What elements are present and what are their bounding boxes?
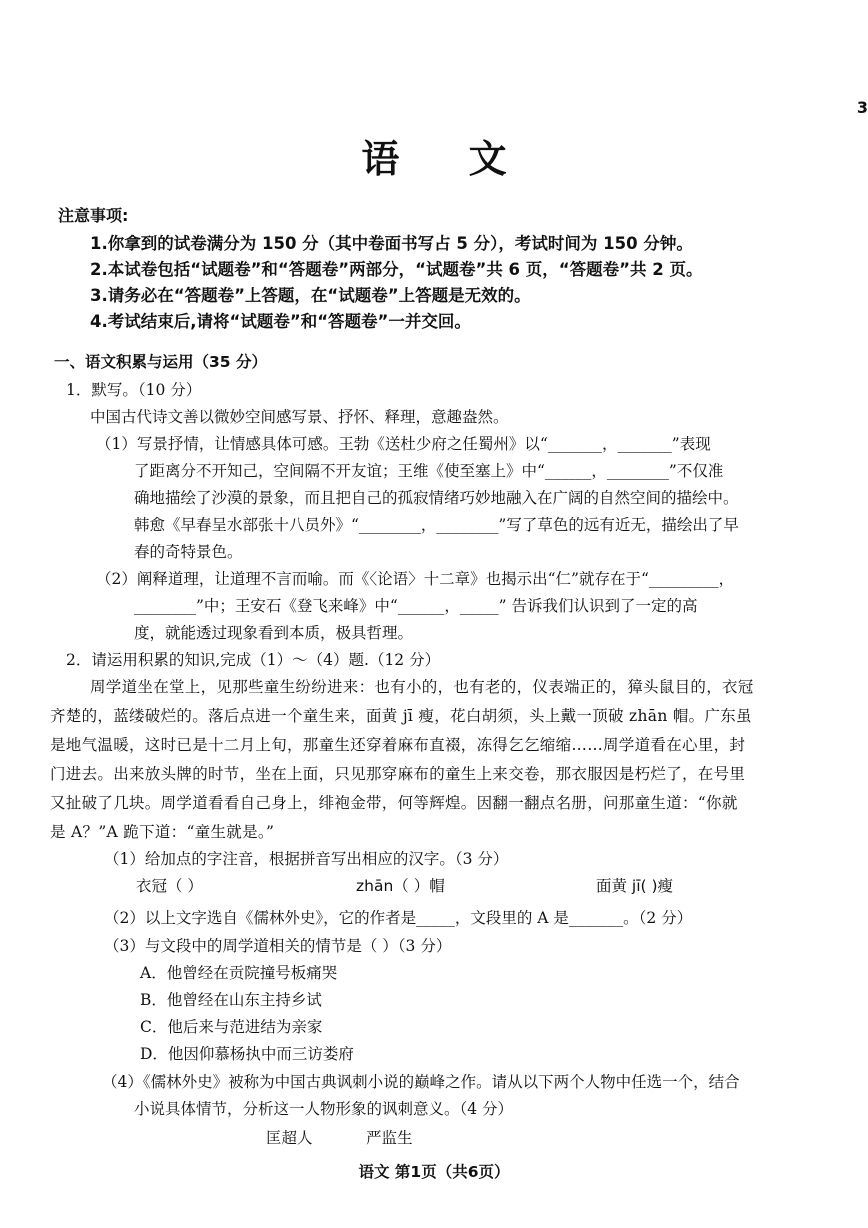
pinyin-item: 衣冠（ ） (136, 877, 203, 895)
character-option: 严监生 (366, 1129, 413, 1147)
question-1-part2-line: （2）阐释道理，让道理不言而喻。而《〈论语〉十二章》也揭示出“仁”就存在于“_________， (96, 570, 735, 588)
passage-line: 是地气温暖，这时已是十二月上旬，那童生还穿着麻布直裰，冻得乞乞缩缩……周学道看在心里，封 (50, 736, 746, 754)
passage-line: 又扯破了几块。周学道看看自己身上，绯袍金带，何等辉煌。因翻一翻点名册，问那童生道：“你就 (50, 794, 738, 812)
notice-item: 4.考试结束后,请将“试题卷”和“答题卷”一并交回。 (90, 312, 471, 331)
question-1-part1-line: 确地描绘了沙漠的景象，而且把自己的孤寂情绪巧妙地融入在广阔的自然空间的描绘中。 (134, 489, 739, 507)
pinyin-item: 面黄 jī( )瘦 (596, 877, 674, 895)
pinyin-item: zhān（ ）帽 (356, 877, 445, 895)
page-corner-number: 3 (856, 98, 868, 117)
page-title: 语 文 (361, 137, 535, 181)
notice-heading: 注意事项: (58, 206, 129, 225)
subquestion-2: （2）以上文字选自《儒林外史》，它的作者是_____，文段里的 A 是_______。（2 分） (104, 909, 693, 927)
choice-option: C．他后来与范进结为亲家 (140, 1018, 323, 1036)
passage-line: 齐楚的，蓝缕破烂的。落后点进一个童生来，面黄 jī 瘦，花白胡须，头上戴一顶破 zhān 帽。广东虽 (50, 707, 752, 725)
page-footer: 语文 第1页（共6页） (358, 1163, 510, 1181)
passage-line: 周学道坐在堂上，见那些童生纷纷进来：也有小的，也有老的，仪表端正的，獐头鼠目的，衣冠 (90, 678, 754, 696)
subquestion-3: （3）与文段中的周学道相关的情节是（ ）（3 分） (104, 937, 452, 955)
section-heading: 一、语文积累与运用（35 分） (54, 353, 267, 371)
question-1-part2-line: ________”中；王安石《登飞来峰》中“______，_____” 告诉我们认识到了一定的高 (134, 597, 698, 615)
question-1-part1-line: （1）写景抒情，让情感具体可感。王勃《送杜少府之任蜀州》以“_______，_______”表现 (96, 435, 711, 453)
subquestion-4-line: （4）《儒林外史》被称为中国古典讽刺小说的巅峰之作。请从以下两个人物中任选一个，结合 (102, 1073, 740, 1091)
character-option: 匡超人 (266, 1129, 313, 1147)
question-1-part1-line: 韩愈《早春呈水部张十八员外》“________，________”写了草色的远有近无，描绘出了早 (134, 516, 739, 534)
question-1-part1-line: 春的奇特景色。 (134, 543, 243, 561)
question-1-part1-line: 了距离分不开知己，空间隔不开友谊；王维《使至塞上》中“______，________”不仅准 (134, 462, 724, 480)
passage-line: 是 A？”A 跪下道：“童生就是。” (50, 823, 275, 841)
passage-line: 门进去。出来放头牌的时节，坐在上面，只见那穿麻布的童生上来交卷，那衣服因是朽烂了，在号里 (50, 765, 746, 783)
choice-option: D．他因仰慕杨执中而三访娄府 (140, 1045, 354, 1063)
notice-item: 1.你拿到的试卷满分为 150 分（其中卷面书写占 5 分），考试时间为 150 分钟。 (90, 234, 693, 253)
question-1-part2-line: 度，就能透过现象看到本质，极具哲理。 (134, 624, 414, 642)
choice-option: A．他曾经在贡院撞号板痛哭 (140, 964, 338, 982)
choice-option: B．他曾经在山东主持乡试 (140, 991, 322, 1009)
notice-item: 3.请务必在“答题卷”上答题，在“试题卷”上答题是无效的。 (90, 286, 531, 305)
question-2-heading: 2．请运用积累的知识,完成（1）～（4）题.（12 分） (66, 651, 441, 669)
subquestion-4-line: 小说具体情节，分析这一人物形象的讽刺意义。（4 分） (134, 1100, 514, 1118)
question-1-intro: 中国古代诗文善以微妙空间感写景、抒怀、释理，意趣盎然。 (90, 408, 509, 426)
subquestion-1: （1）给加点的字注音，根据拼音写出相应的汉字。（3 分） (104, 850, 509, 868)
question-1-heading: 1．默写。（10 分） (66, 381, 202, 399)
notice-item: 2.本试卷包括“试题卷”和“答题卷”两部分，“试题卷”共 6 页，“答题卷”共 2 页。 (90, 260, 703, 279)
